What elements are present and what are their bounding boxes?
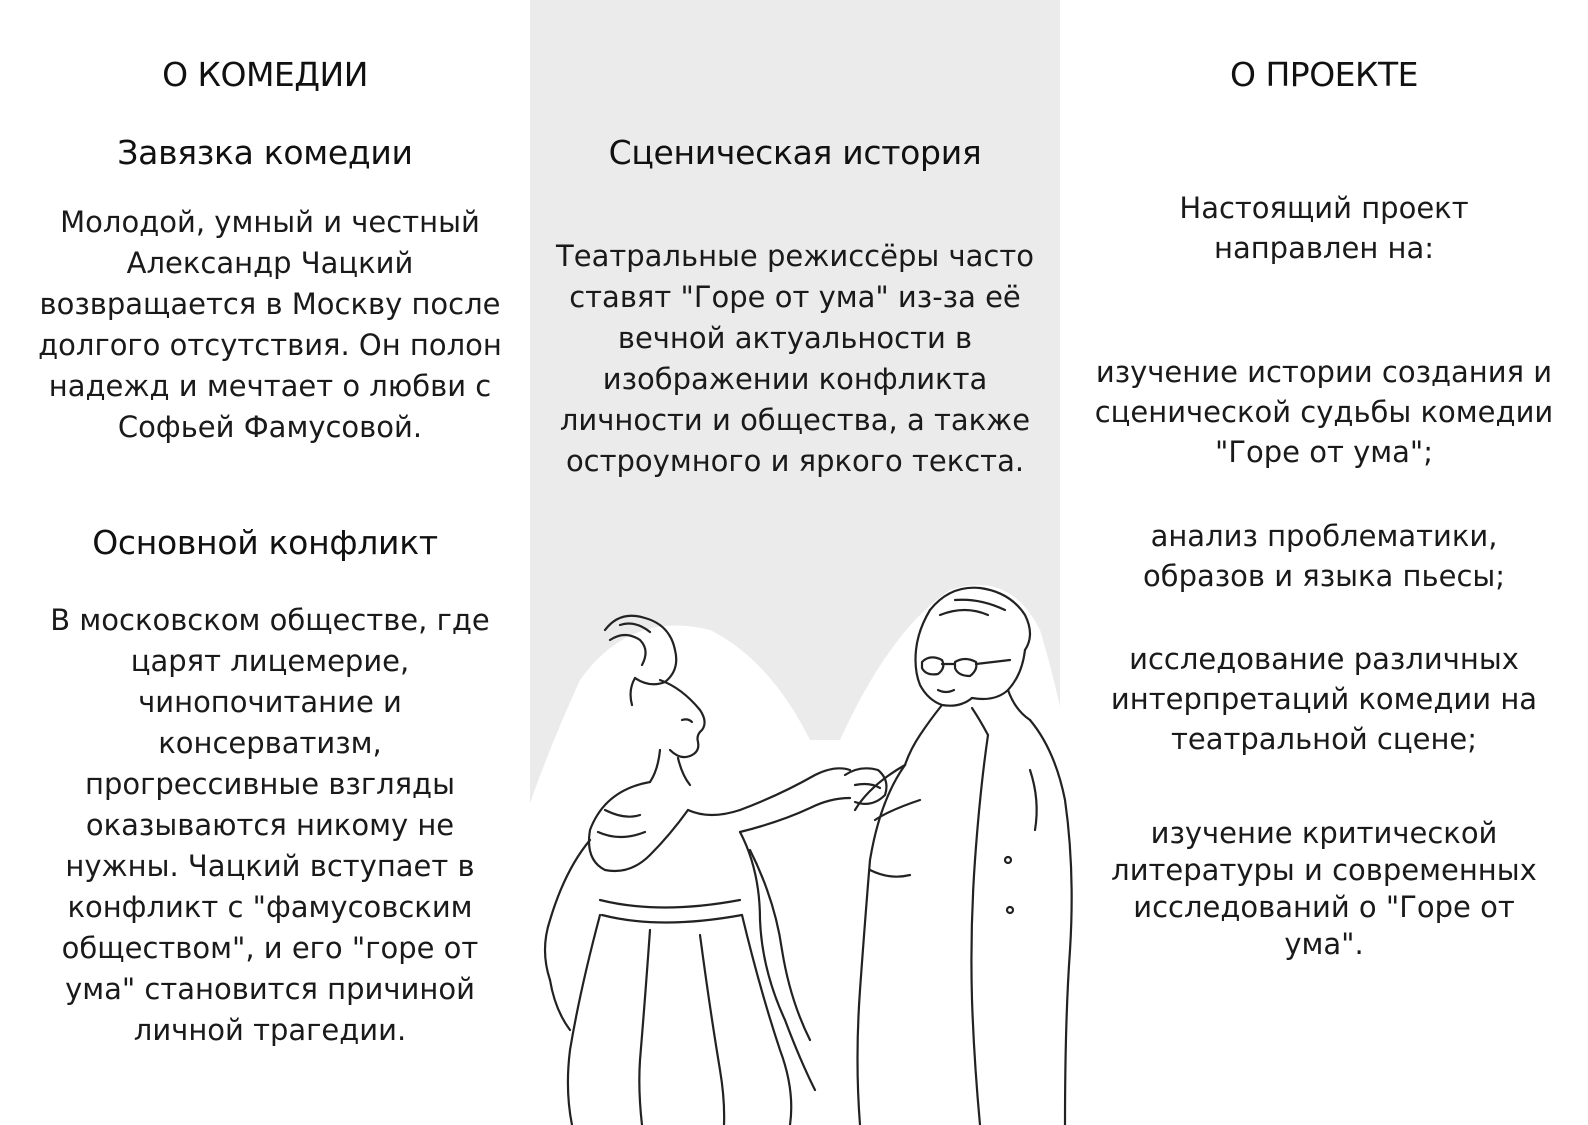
couple-illustration-icon	[510, 570, 1100, 1125]
stage-history-text: Театральные режиссёры часто ставят "Горе от ума" из-за её вечной актуальности в изображении конфликта личности и общества, а также остроумного и яркого текста.	[556, 239, 1034, 478]
main-conflict-title: Основной конфликт	[92, 523, 438, 562]
project-goal-item: исследование различных интерпретаций комедии на театральной сцене;	[1110, 642, 1538, 756]
project-goal-item: изучение критической литературы и современных исследований о "Горе от ума".	[1111, 816, 1537, 961]
project-goal-item: изучение истории создания и сценической судьбы комедии "Горе от ума";	[1094, 355, 1554, 469]
project-goal-item: анализ проблематики, образов и языка пьесы;	[1142, 519, 1506, 593]
main-conflict-text: В московском обществе, где царят лицемерие, чинопочитание и консерватизм, прогрессивные взгляды оказываются никому не нужны. Чацкий вступает в конфликт с "фамусовским обществом", и его "горе от ума" становится причиной личной трагедии.	[50, 603, 490, 1047]
plot-setup-text: Молодой, умный и честный Александр Чацкий возвращается в Москву после долгого отсутствия. Он полон надежд и мечтает о любви с Софьей Фамусовой.	[38, 205, 502, 444]
about-comedy-heading: О КОМЕДИИ	[162, 55, 368, 94]
right-column	[1060, 0, 1588, 1125]
project-intro: Настоящий проект направлен на:	[1179, 191, 1469, 265]
left-column	[0, 0, 530, 1125]
plot-setup-title: Завязка комедии	[117, 133, 413, 172]
about-project-heading: О ПРОЕКТЕ	[1230, 55, 1418, 94]
stage-history-title: Сценическая история	[608, 133, 982, 172]
